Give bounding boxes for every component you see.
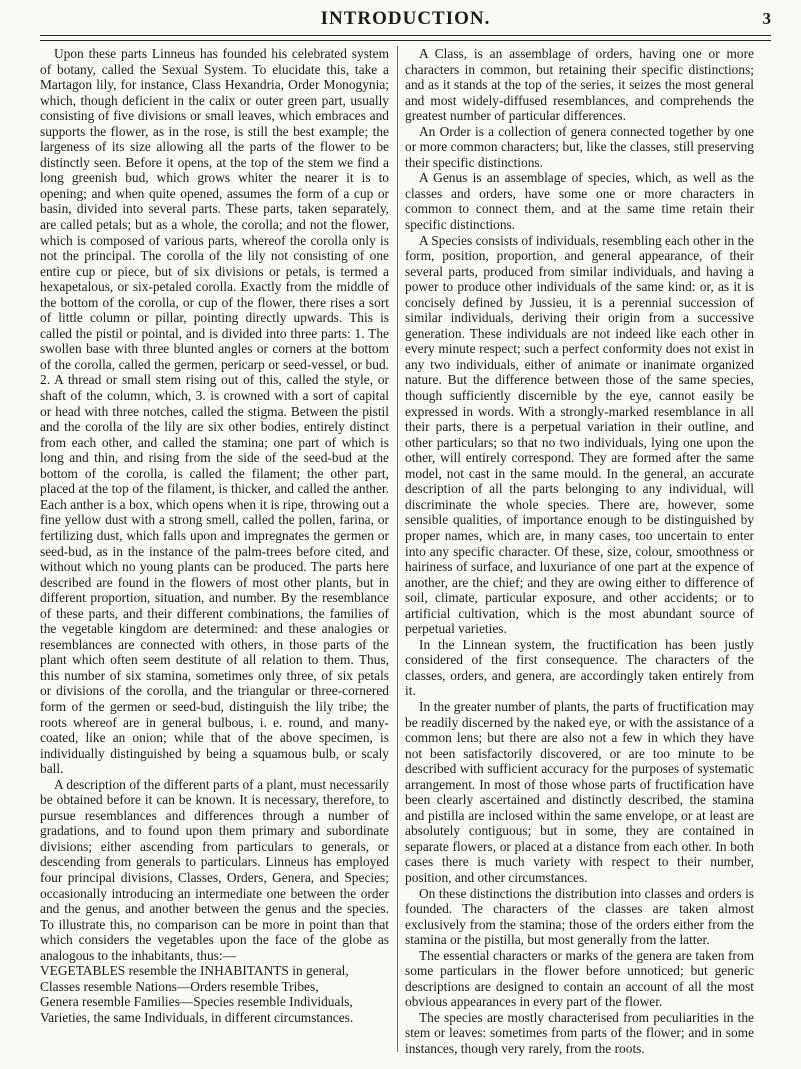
paragraph-fructification: In the greater number of plants, the parts of fructification may be readily discerned by the naked eye, or with the assistance of a common lens; but there are also not a few in which they have not been satisfactorily discovered, or are too minute to be described with sufficient accuracy for the purposes of systematic arrangement. In most of those whose parts of fructification have been clearly ascertained and distinctly described, the stamina and pistilla are inclosed within the same envelope, or at least are absolutely contiguous; but in some, they are contained in separate flowers, or placed at a distance from each other. In both cases there is much variety with respect to their number, position, and other circumstances. <box>405 698 754 885</box>
column-divider <box>397 46 398 1052</box>
paragraph-genus: A Genus is an assemblage of species, which, as well as the classes and orders, have some one or more characters in common to connect them, and at the same time retain their specific distinctions. <box>405 170 754 233</box>
paragraph-class: A Class, is an assemblage of orders, having one or more characters in common, but retaining their specific distinctions; and as it stands at the top of the series, it seizes the most general and most widely-diffused resemblances, and comprehends the greatest number of particular differences. <box>405 46 754 124</box>
analogy-line-2: Classes resemble Nations—Orders resemble Tribes, <box>40 978 319 994</box>
paragraph-linnean-system: In the Linnean system, the fructification has been justly considered of the first consequence. The characters of the classes, orders, and genera, are accordingly taken entirely from it. <box>405 636 754 699</box>
paragraph-distinctions: On these distinctions the distribution into classes and orders is founded. The characters of the classes are taken almost exclusively from the stamina; those of the orders either from the stamina or the pistilla, but most generally from the latter. <box>405 885 754 948</box>
paragraph-species: A Species consists of individuals, resembling each other in the form, position, proportion, and general appearance, of their several parts, produced from similar individuals, and having a power to produce other individuals of the same kind: or, as it is concisely defined by Jussieu, it is a perennial succession of similar individuals, deriving their origin from a successive generation. These individuals are not indeed like each other in every minute respect; such a perfect conformity does not exist in any two individuals, either of animate or inanimate organized nature. But the difference between those of the same species, though sufficiently discernible by the eye, cannot easily be expressed in words. With a strongly-marked resemblance in all their parts, there is a perpetual variation in their outline, and other particulars; so that no two individuals, lying one upon the other, will entirely correspond. They are formed after the same model, not cast in the same mould. In the general, an accurate description of all the parts belonging to any individual, will discriminate the whole species. There are, however, some sensible qualities, of importance enough to be distinguished by proper names, which are, in many cases, too uncertain to enter into any specific character. Of these, size, colour, smoothness or hairiness of surface, and luxuriance of one part at the expence of another, are the chief; and they are owing either to difference of soil, climate, particular exposure, and other accidents; or to artificial cultivation, which is the most abundant source of perpetual varieties. <box>405 232 754 637</box>
paragraph-descriptions: A description of the different parts of a plant, must necessarily be obtained before it can be known. It is necessary, therefore, to pursue resemblances and differences through a number of gradations, and to found upon them primary and subordinate divisions; either ascending from particulars to generals, or descending from generals to particulars. Linneus has employed four principal divisions, Classes, Orders, Genera, and Species; occasionally introducing an intermediate one between the order and the genus, and another between the genus and the species. To illustrate this, no comparison can be more in point than that which considers the vegetables upon the face of the globe as analogous to the inhabitants, thus:— <box>40 776 389 963</box>
right-column <box>405 46 754 1057</box>
paragraph-species-characterised: The species are mostly characterised from peculiarities in the stem or leaves: sometimes from parts of the flower; and in some instances, though very rarely, from the roots. <box>405 1009 754 1056</box>
analogy-line-4: Varieties, the same Individuals, in different circumstances. <box>40 1009 354 1025</box>
analogy-line-3: Genera resemble Families—Species resemble Individuals, <box>40 994 353 1010</box>
running-title: INTRODUCTION. <box>320 8 491 29</box>
analogy-line-1: VEGETABLES resemble the INHABITANTS in general, <box>40 963 349 979</box>
page-number: 3 <box>762 9 771 28</box>
page-header <box>40 8 771 48</box>
left-column <box>40 46 389 1025</box>
paragraph-essential-characters: The essential characters or marks of the genera are taken from some particulars in the flower before unnoticed; but generic descriptions are designed to contain an account of all the most obvious appearances in every part of the flower. <box>405 947 754 1010</box>
header-double-rule <box>40 35 771 41</box>
paragraph-order: An Order is a collection of genera connected together by one or more common characters; but, like the classes, still preserving their specific distinctions. <box>405 123 754 170</box>
paragraph-sexual-system: Upon these parts Linneus has founded his celebrated system of botany, called the Sexual System. To elucidate this, take a Martagon lily, for instance, Class Hexandria, Order Monogynia; which, though deficient in the calix or outer green part, usually consisting of five divisions or small leaves, which embraces and supports the flower, as in the rose, is still the best example; the largeness of its size allowing all the parts of the flower to be distinctly seen. Before it opens, at the top of the stem we find a long greenish bud, which grows whiter the nearer it is to opening; and when quite opened, assumes the form of a cup or basin, divided into several parts. These parts, taken separately, are called petals; but as a whole, the corolla; and not the flower, which is composed of various parts, whereof the corolla only is not the principal. The corolla of the lily not consisting of one entire cup or piece, but of six divisions or petals, is termed a hexapetalous, or six-petaled corolla. Exactly from the middle of the bottom of the corolla, or cup of the flower, there rises a sort of little column or pillar, pointing directly upwards. This is called the pistil or pointal, and is divided into three parts: 1. The swollen base with three blunted angles or corners at the bottom of the corolla, called the germen, pericarp or seed-vessel, or bud. 2. A thread or small stem rising out of this, called the style, or shaft of the column, which, 3. is crowned with a sort of capital or head with three notches, called the stigma. Between the pistil and the corolla of the lily are six other bodies, entirely distinct from each other, and called the stamina; one part of which is long and thin, and rising from the side of the seed-bud at the bottom of the corolla, is called the filament; the other part, placed at the top of the filament, is thicker, and called the anther. Each anther is a box, which opens when it is ripe, throwing out a fine yellow dust with a strong smell, called the pollen, farina, or fertilizing dust, which falls upon and impregnates the germen or seed-bud, as in the instance of the palm-trees before cited, and without which no young plants can be produced. The parts here described are found in the flowers of most other plants, but in different proportion, situation, and number. By the resemblance of these parts, and their different combinations, the families of the vegetable kingdom are determined: and these analogies or resemblances are connected with others, in those parts of the plant which often seem destitute of all relation to them. Thus, this number of six stamina, sometimes only three, of six petals or divisions of the corolla, and the triangular or three-cornered form of the germen or seed-bud, distinguish the lily tribe; the roots whereof are in general bulbous, i. e. round, and many-coated, like an onion; while that of the above specimen, is individually distinguished by being a squamous bulb, or scaly ball. <box>40 46 389 777</box>
